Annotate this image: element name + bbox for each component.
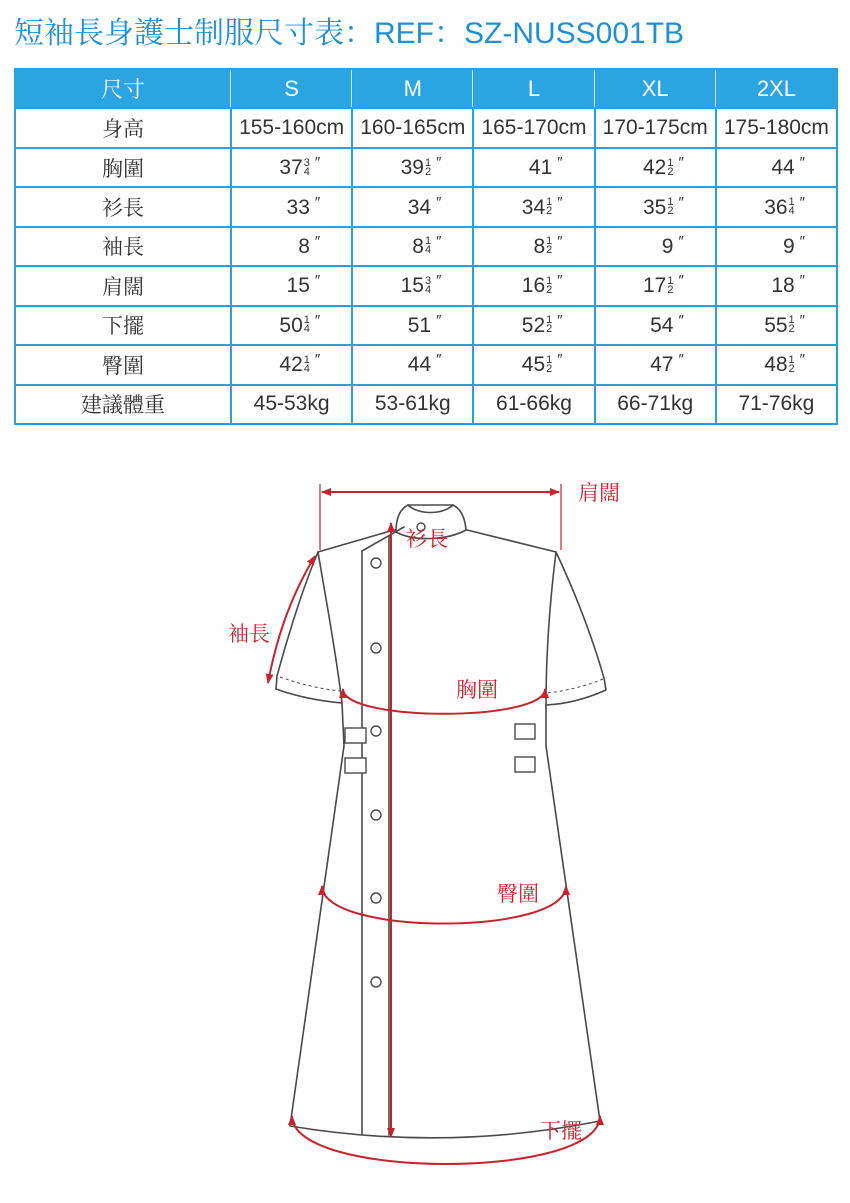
inch-mark: ″	[314, 154, 321, 172]
row-label-hem: 下擺	[16, 307, 230, 344]
inch-mark: ″	[436, 351, 442, 369]
value-whole: 8	[533, 234, 546, 258]
value-whole: 33	[286, 195, 310, 219]
fraction	[425, 237, 431, 255]
fraction-denominator: 2	[546, 205, 553, 218]
inch-mark: ″	[314, 351, 321, 369]
cell-garment-length-xl	[596, 188, 715, 225]
value-whole: 15	[400, 274, 424, 298]
fraction	[789, 198, 795, 216]
inch-mark: ″	[678, 232, 684, 250]
waist-tab-left-lower	[345, 758, 366, 773]
value-whole: 15	[286, 274, 310, 298]
fraction	[424, 156, 432, 178]
sleeve-length-label: 袖長	[228, 623, 270, 646]
chest-label: 胸圍	[456, 679, 498, 702]
fraction-numerator: 1	[667, 274, 674, 287]
cell-height-2xl: 175-180cm	[717, 109, 836, 146]
value-whole: 51	[407, 313, 432, 337]
fraction-denominator: 2	[788, 362, 795, 375]
fraction	[546, 237, 552, 255]
inch-mark: ″	[799, 351, 805, 369]
fraction	[788, 353, 795, 375]
fraction-denominator: 2	[546, 362, 553, 375]
cell-hip-l	[474, 346, 593, 383]
cell-shoulder-width-m	[353, 267, 472, 304]
fraction-numerator: 1	[788, 314, 795, 327]
fraction-denominator: 2	[546, 244, 553, 257]
cell-garment-length-2xl	[717, 188, 836, 225]
inch-mark: ″	[314, 193, 321, 211]
cell-chest-s	[232, 149, 351, 186]
fraction-numerator: 1	[303, 353, 310, 366]
shoulder-width-label: 肩闊	[578, 482, 620, 505]
cell-chest-l	[474, 149, 593, 186]
row-label-height: 身高	[16, 109, 230, 146]
value-whole: 52	[521, 313, 546, 337]
hip-label: 臀圍	[497, 883, 539, 906]
cell-sleeve-length-s	[232, 228, 351, 265]
header-size-label: 尺寸	[16, 70, 230, 107]
inch-mark: ″	[436, 311, 442, 329]
button	[371, 810, 381, 820]
cell-hem-2xl	[717, 307, 836, 344]
value-whole: 16	[521, 274, 546, 298]
size-chart-table	[14, 68, 838, 425]
value-whole: 17	[643, 274, 667, 298]
inch-mark: ″	[314, 232, 321, 250]
inch-mark: ″	[557, 193, 563, 211]
fraction	[546, 353, 553, 375]
inch-mark: ″	[557, 351, 563, 369]
value-whole: 54	[650, 313, 674, 337]
cell-recommended-weight-l: 61-66kg	[474, 386, 593, 423]
value-whole: 9	[661, 234, 674, 258]
fraction-denominator: 2	[667, 165, 674, 178]
fraction	[546, 316, 552, 334]
inch-mark: ″	[557, 232, 563, 250]
header-size-l: L	[474, 70, 593, 107]
fraction-denominator: 4	[303, 362, 310, 375]
value-whole: 18	[771, 274, 795, 298]
uniform-outline	[276, 530, 606, 1138]
value-whole: 45	[521, 353, 546, 377]
row-label-shoulder-width: 肩闊	[16, 267, 230, 304]
cell-hip-m	[353, 346, 472, 383]
cell-chest-2xl	[717, 149, 836, 186]
value-whole: 34	[521, 195, 546, 219]
inch-mark: ″	[557, 154, 563, 172]
cell-sleeve-length-xl	[596, 228, 715, 265]
inch-mark: ″	[678, 154, 684, 172]
fraction-denominator: 2	[788, 323, 795, 336]
value-whole: 8	[412, 234, 424, 258]
cell-shoulder-width-2xl	[717, 267, 836, 304]
inch-mark: ″	[799, 311, 805, 329]
fraction-numerator: 1	[424, 156, 432, 169]
inch-mark: ″	[314, 311, 321, 329]
row-label-recommended-weight: 建議體重	[16, 386, 230, 423]
inch-mark: ″	[799, 154, 805, 172]
nurse-uniform-drawing	[276, 505, 606, 1138]
fraction-numerator: 1	[546, 196, 553, 209]
inch-mark: ″	[678, 193, 684, 211]
hem-label: 下擺	[540, 1120, 582, 1143]
fraction	[667, 156, 674, 178]
button	[371, 977, 381, 987]
inch-mark: ″	[557, 311, 563, 329]
cell-height-m: 160-165cm	[353, 109, 472, 146]
cell-hip-2xl	[717, 346, 836, 383]
fraction-denominator: 2	[546, 283, 553, 296]
cell-sleeve-length-l	[474, 228, 593, 265]
value-whole: 9	[782, 234, 795, 258]
inch-mark: ″	[678, 351, 684, 369]
row-label-garment-length: 衫長	[16, 188, 230, 225]
cell-recommended-weight-m: 53-61kg	[353, 386, 472, 423]
fraction-denominator: 4	[303, 165, 310, 178]
cell-hem-xl	[596, 307, 715, 344]
fraction-numerator: 1	[788, 353, 795, 366]
inch-mark: ″	[314, 272, 321, 290]
cell-hip-s	[232, 346, 351, 383]
cell-height-l: 165-170cm	[474, 109, 593, 146]
value-whole: 48	[764, 353, 788, 377]
uniform-diagram	[0, 440, 850, 1203]
garment-length-label: 衫長	[406, 528, 448, 551]
fraction	[424, 274, 432, 296]
cell-recommended-weight-xl: 66-71kg	[596, 386, 715, 423]
button	[371, 643, 381, 653]
header-size-xl: XL	[596, 70, 715, 107]
fraction	[546, 274, 553, 296]
cell-garment-length-s	[232, 188, 351, 225]
fraction-numerator: 1	[788, 196, 795, 209]
cell-garment-length-m	[353, 188, 472, 225]
header-size-s: S	[232, 70, 351, 107]
fraction-numerator: 1	[546, 353, 553, 366]
value-whole: 44	[771, 156, 795, 180]
fraction-numerator: 3	[424, 274, 432, 287]
cell-shoulder-width-xl	[596, 267, 715, 304]
header-size-2xl: 2XL	[717, 70, 836, 107]
inch-mark: ″	[436, 232, 442, 250]
inch-mark: ″	[678, 272, 684, 290]
cell-sleeve-length-m	[353, 228, 472, 265]
cell-chest-xl	[596, 149, 715, 186]
cell-shoulder-width-l	[474, 267, 593, 304]
fraction-denominator: 4	[424, 283, 432, 296]
cell-chest-m	[353, 149, 472, 186]
inch-mark: ″	[678, 311, 684, 329]
inch-mark: ″	[799, 232, 805, 250]
inch-mark: ″	[799, 193, 805, 211]
fraction	[667, 274, 674, 296]
inch-mark: ″	[557, 272, 563, 290]
inch-mark: ″	[436, 193, 442, 211]
cell-hem-s	[232, 307, 351, 344]
value-whole: 47	[650, 353, 674, 377]
cell-sleeve-length-2xl	[717, 228, 836, 265]
row-label-hip: 臀圍	[16, 346, 230, 383]
fraction	[303, 156, 310, 178]
value-whole: 34	[407, 195, 432, 219]
fraction-denominator: 2	[546, 323, 553, 336]
fraction-denominator: 2	[424, 165, 432, 178]
value-whole: 35	[643, 195, 667, 219]
cell-shoulder-width-s	[232, 267, 351, 304]
fraction-numerator: 3	[303, 156, 310, 169]
waist-tab-right-lower	[515, 757, 535, 772]
fraction-numerator: 1	[667, 156, 674, 169]
value-whole: 44	[407, 353, 432, 377]
value-whole: 36	[764, 195, 788, 219]
button	[371, 726, 381, 736]
cell-hem-l	[474, 307, 593, 344]
inch-mark: ″	[436, 272, 442, 290]
fraction	[546, 198, 552, 216]
fraction	[789, 316, 795, 334]
value-whole: 41	[528, 156, 553, 180]
row-label-sleeve-length: 袖長	[16, 228, 230, 265]
value-whole: 37	[279, 156, 303, 180]
value-whole: 42	[279, 353, 303, 377]
cell-hip-xl	[596, 346, 715, 383]
fraction-numerator: 1	[546, 274, 553, 287]
cell-height-xl: 170-175cm	[596, 109, 715, 146]
page-title: 短袖長身護士制服尺寸表：REF：SZ-NUSS001TB	[14, 17, 685, 50]
button	[371, 893, 381, 903]
fraction	[303, 353, 310, 375]
cell-garment-length-l	[474, 188, 593, 225]
fraction-numerator: 1	[303, 314, 310, 327]
fraction-denominator: 2	[667, 205, 674, 218]
fraction-numerator: 1	[424, 235, 432, 248]
fraction-denominator: 4	[303, 323, 310, 336]
row-label-chest: 胸圍	[16, 149, 230, 186]
fraction-denominator: 4	[788, 205, 795, 218]
value-whole: 42	[643, 156, 667, 180]
fraction-numerator: 1	[667, 196, 674, 209]
cell-height-s: 155-160cm	[232, 109, 351, 146]
cell-hem-m	[353, 307, 472, 344]
fraction	[304, 316, 310, 334]
header-size-m: M	[353, 70, 472, 107]
value-whole: 55	[764, 313, 788, 337]
fraction-denominator: 4	[424, 244, 432, 257]
waist-tab-right-upper	[515, 724, 535, 739]
inch-mark: ″	[799, 272, 805, 290]
waist-tab-left-upper	[345, 728, 366, 743]
fraction-denominator: 2	[667, 283, 674, 296]
value-whole: 8	[298, 234, 310, 258]
fraction-numerator: 1	[546, 314, 553, 327]
cell-recommended-weight-s: 45-53kg	[232, 386, 351, 423]
fraction	[667, 198, 673, 216]
inch-mark: ″	[436, 154, 442, 172]
value-whole: 50	[279, 313, 303, 337]
fraction-numerator: 1	[546, 235, 553, 248]
button	[371, 558, 381, 568]
value-whole: 39	[400, 156, 424, 180]
cell-recommended-weight-2xl: 71-76kg	[717, 386, 836, 423]
